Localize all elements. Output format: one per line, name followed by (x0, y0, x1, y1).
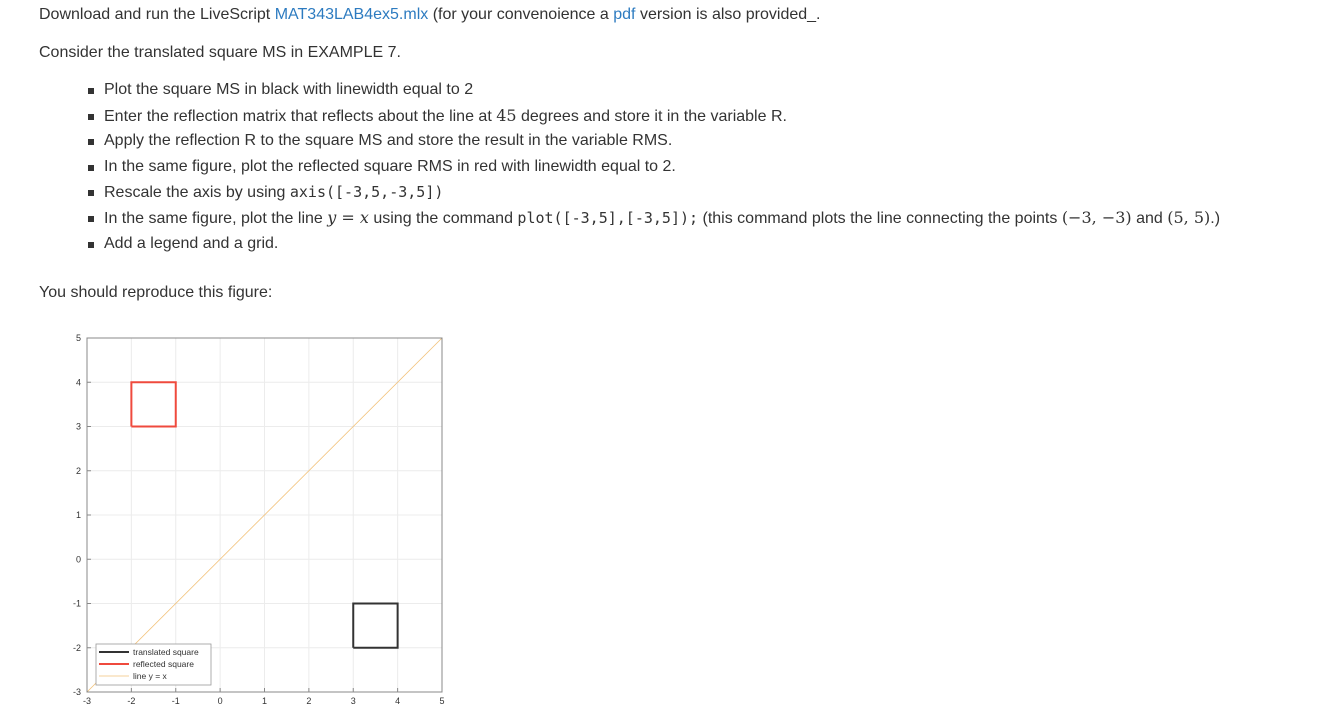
list-item: In the same figure, plot the reflected square RMS in red with linewidth equal to 2. (86, 156, 1220, 182)
x-tick-label: -2 (127, 696, 136, 706)
y-tick-label: 4 (75, 377, 81, 388)
list-item: Plot the square MS in black with linewidth equal to 2 (86, 79, 1220, 105)
y-tick-label: 5 (75, 333, 81, 343)
legend-label: line y = x (133, 671, 167, 681)
legend (96, 644, 211, 685)
x-tick-label: 5 (439, 696, 445, 706)
y-tick-label: 2 (75, 465, 81, 476)
bullet-icon (88, 190, 94, 196)
legend-label: reflected square (133, 659, 194, 669)
y-tick-label: 0 (75, 554, 81, 565)
x-tick-label: 4 (395, 696, 401, 706)
axis-code: axis([-3,5,-3,5]) (289, 183, 444, 202)
bullet-icon (88, 88, 94, 94)
y-tick-label: 3 (75, 421, 81, 432)
list-item: In the same figure, plot the line y = x using the command plot([-3,5],[-3,5]); (this command plots the line connecting the points (−3, −3) and (5, 5).) (86, 207, 1220, 233)
intro-line (39, 6, 820, 24)
list-item: Enter the reflection matrix that reflects about the line at 45 degrees and store it in the variable R. (86, 105, 1220, 131)
matlab-figure (60, 330, 460, 716)
series-translated-square (353, 604, 397, 648)
bullet-icon (88, 216, 94, 222)
point-1: (−3, −3) (1061, 207, 1132, 227)
plot-code: plot([-3,5],[-3,5]); (517, 208, 699, 227)
math-y-equals-x: y = x (327, 207, 369, 227)
list-item: Apply the reflection R to the square MS and store the result in the variable RMS. (86, 130, 1220, 156)
intro-prefix: Download and run the LiveScript (39, 6, 275, 23)
x-tick-label: 3 (350, 696, 356, 706)
y-tick-label: 1 (75, 510, 81, 520)
x-tick-label: 0 (217, 696, 223, 706)
y-tick-label: -1 (72, 598, 81, 609)
consider-text: Consider the translated square MS in EXAMPLE 7. (39, 44, 401, 61)
x-tick-label: -3 (82, 696, 92, 706)
pdf-link[interactable]: pdf (613, 6, 636, 23)
x-tick-label: 1 (261, 696, 268, 706)
x-tick-label: -1 (171, 696, 180, 706)
bullet-icon (88, 114, 94, 120)
list-item: Add a legend and a grid. (86, 233, 1220, 259)
task-list (86, 79, 1220, 258)
y-tick-label: -3 (72, 687, 81, 697)
bullet-icon (88, 242, 94, 248)
intro-middle: (for your convenoience a (428, 6, 614, 23)
y-tick-label: -2 (72, 642, 81, 653)
livescript-file-link[interactable]: MAT343LAB4ex5.mlx (274, 6, 429, 23)
legend-label: translated square (133, 647, 199, 657)
series-reflected-square (131, 382, 175, 426)
list-item: Rescale the axis by using axis([-3,5,-3,5]) (86, 181, 1220, 207)
x-tick-label: 2 (306, 696, 312, 706)
point-2: (5, 5) (1167, 207, 1211, 227)
bullet-icon (88, 165, 94, 171)
reproduce-text: You should reproduce this figure: (39, 284, 273, 301)
bullet-icon (88, 139, 94, 145)
intro-suffix: version is also provided_. (635, 6, 821, 23)
